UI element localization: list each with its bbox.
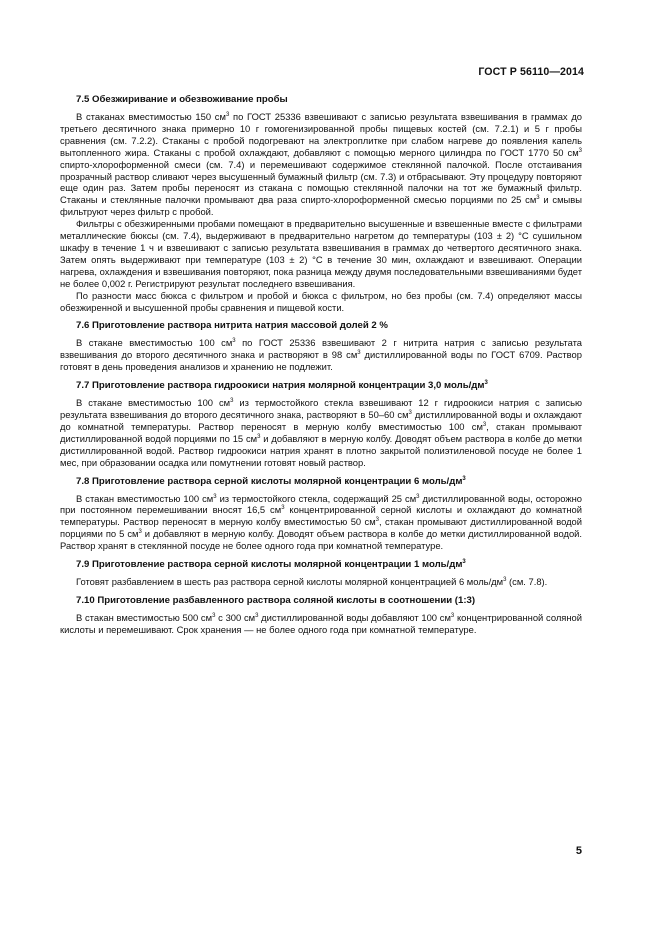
paragraph: В стакан вместимостью 500 $см^3$ с 300 $см^3$ дистиллированной воды добавляют 100 $см^3$ концентрированной соляной кислоты и перемешивают. Срок хранения — не более одного года при комнатной температуре. (60, 612, 583, 635)
paragraph: В стакане вместимостью 100 $см^3$ из термостойкого стекла взвешивают 12 г гидроокиси натрия с записью результата взвешивания до второго десятичного знака, растворяют в 50–60 $см^3$ дистиллированной воды и охлаждают до комнатной температуры. Раствор переносят в мерную колбу вместимостью 100 $см^3$, стакан промывают дистиллированной водой порциями по 15 $см^3$ и добавляют в мерную колбу. Доводят объем раствора в колбе до метки дистиллированной водой. Раствор гидроокиси натрия хранят в плотно закрытой полиэтиленовой посуде не более 1 мес, при образовании осадка или помутнении готовят новый раствор. (60, 397, 583, 468)
paragraph: Готовят разбавлением в шесть раз раствора серной кислоты молярной концентрацией 6 моль/$дм^3$ (см. 7.8). (76, 576, 548, 588)
paragraph: В стакан вместимостью 100 $см^3$ из термостойкого стекла, содержащий 25 $см^3$ дистиллированной воды, осторожно при постоянном перемешивании вносят 16,5 $см^3$ концентрированной серной кислоты и охлаждают до комнатной температуры. Раствор переносят в мерную колбу вместимостью 50 $см^3$, стакан промывают дистиллированной водой порциями по 5 $см^3$ и добавляют в мерную колбу. Доводят объем раствора в колбе до метки дистиллированной водой. Раствор хранят в стеклянной посуде не более одного года при комнатной температуре. (60, 492, 583, 552)
paragraph: Фильтры с обезжиренными пробами помещают в предварительно высушенные и взвешенные вместе с фильтрами металлические бюксы (см. 7.4), выдерживают в предварительно нагретом до температуры (103 ± 2) °С сушильном шкафу в течение 1 ч и взвешивают с записью результата взвешивания в граммах до четвертого десятичного знака. Затем опять выдерживают при температуре (103 ± 2) °С в течение 30 мин, охлаждают и взвешивают. Операции нагрева, охлаждения и взвешивания повторяют, пока разница между двумя последовательными взвешиваниями будет не более 0,002 г. Регистрируют результат последнего взвешивания. (60, 218, 582, 289)
section-7-8 (60, 475, 582, 553)
section-7-7 (60, 379, 582, 468)
section-7-6 (60, 319, 582, 373)
section-7-10 (60, 594, 582, 636)
document-id-header: ГОСТ Р 56110—2014 (478, 66, 584, 78)
section-heading: 7.5 Обезжиривание и обезвоживание пробы (76, 94, 288, 105)
paragraph: В стакане вместимостью 100 $см^3$ по ГОСТ 25336 взвешивают 2 г нитрита натрия с записью результата взвешивания до второго десятичного знака и растворяют в 98 $см^3$ дистиллированной воды по ГОСТ 6709. Раствор готовят в день проведения анализов и хранению не подлежит. (60, 337, 582, 373)
section-heading: 7.6 Приготовление раствора нитрита натрия массовой долей 2 % (76, 320, 388, 332)
paragraph: По разности масс бюкса с фильтром и пробой и бюкса с фильтром, но без пробы (см. 7.4) определяют массы обезжиренной и высушенной пробы сравнения и пищевой кости. (60, 289, 582, 313)
section-heading: 7.8 Приготовление раствора серной кислоты молярной концентрации 6 моль/$дм^3$ (76, 475, 466, 487)
section-7-9 (60, 558, 582, 588)
document-body (60, 93, 582, 636)
section-7-5 (60, 93, 582, 313)
section-heading: 7.7 Приготовление раствора гидроокиси натрия молярной концентрации 3,0 моль/$дм^3$ (76, 380, 488, 392)
paragraph: В стаканах вместимостью 150 $см^3$ по ГОСТ 25336 взвешивают с записью результата взвешивания в граммах до третьего десятичного знака примерно 10 г гомогенизированной пробы пищевых костей (см. 7.2.1) и 5 г пробы сравнения (см. 7.2.2). Стаканы с пробой подогревают на электроплитке при слабом нагреве до появления капель вытопленного жира. Стаканы с пробой охлаждают, добавляют с помощью мерного цилиндра по ГОСТ 1770 50 $см^3$ спирто-хлороформенной смеси (см. 7.4) и перемешивают содержимое стеклянной палочкой. После отстаивания прозрачный раствор сливают через высушенный бумажный фильтр (см. 7.3) и отбрасывают. Эту процедуру повторяют еще один раз. Затем пробы переносят из стакана с помощью стеклянной палочки на тот же бумажный фильтр. Стаканы и стеклянные палочки промывают два раза спирто-хлороформенной смесью порциями по 25 $см^3$ и смывы фильтруют через фильтр с пробой. (60, 111, 583, 218)
section-heading: 7.9 Приготовление раствора серной кислоты молярной концентрации 1 моль/$дм^3$ (76, 559, 466, 571)
section-heading: 7.10 Приготовление разбавленного раствора соляной кислоты в соотношении (1:3) (76, 595, 476, 606)
page-number: 5 (575, 845, 582, 857)
